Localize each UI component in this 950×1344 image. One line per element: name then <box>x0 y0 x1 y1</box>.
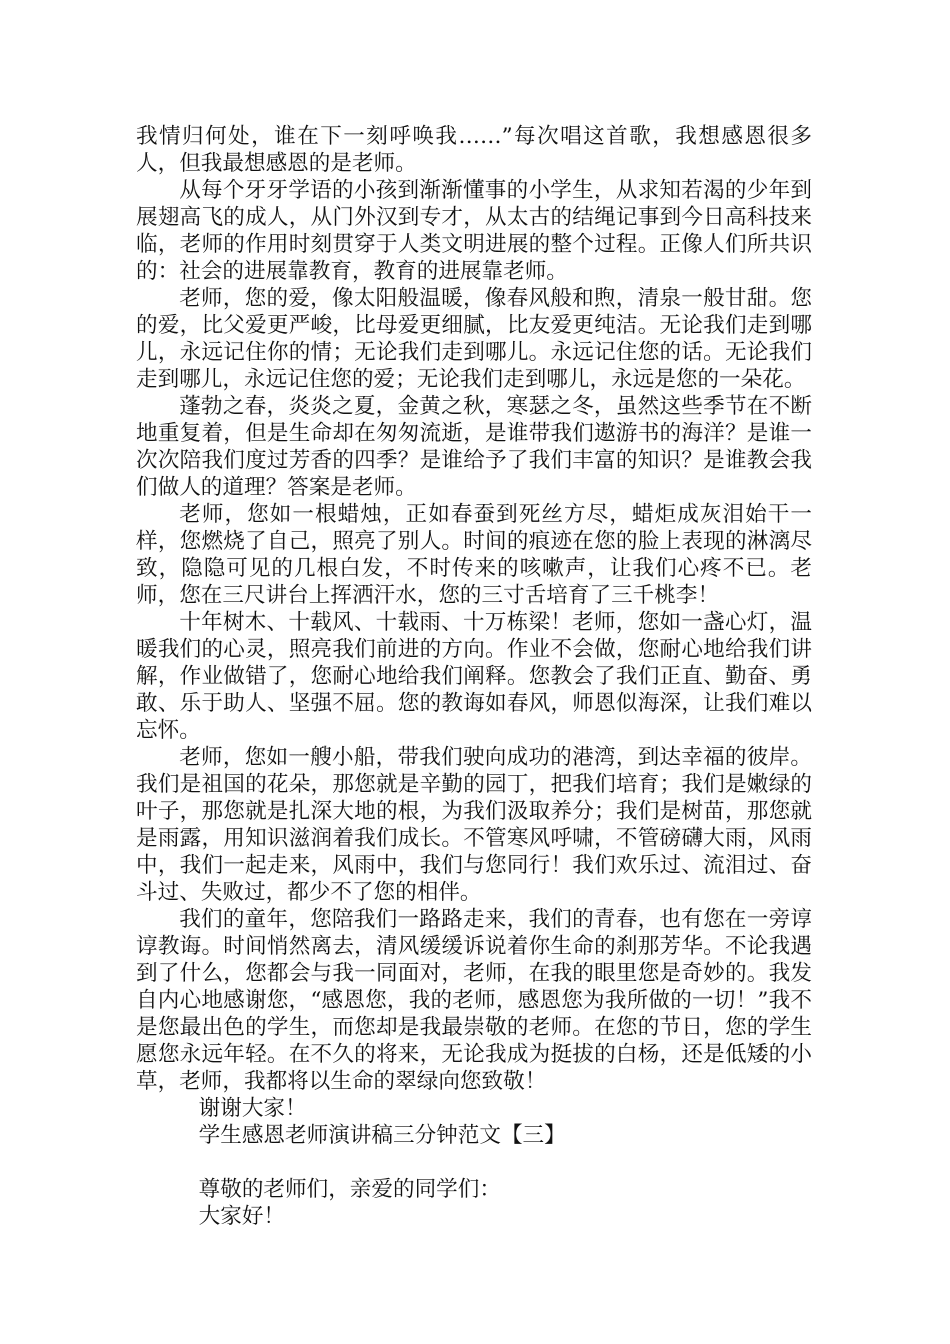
blank-line <box>136 1149 812 1176</box>
paragraph-4: 蓬勃之春，炎炎之夏，金黄之秋，寒瑟之冬，虽然这些季节在不断地重复着，但是生命却在匆匆流逝，是谁带我们遨游书的海洋？是谁一次次陪我们度过芳香的四季？是谁给予了我们丰富的知识？是谁教会我们做人的道理？答案是老师。 <box>136 394 812 500</box>
paragraph-3: 老师，您的爱，像太阳般温暖，像春风般和煦，清泉一般甘甜。您的爱，比父爱更严峻，比母爱更细腻，比友爱更纯洁。无论我们走到哪儿，永远记住你的情；无论我们走到哪儿。永远记住您的话。无论我们走到哪儿，永远记住您的爱；无论我们走到哪儿，永远是您的一朵花。 <box>136 286 812 392</box>
section-title: 学生感恩老师演讲稿三分钟范文【三】 <box>198 1123 566 1148</box>
paragraph-2: 从每个牙牙学语的小孩到渐渐懂事的小学生，从求知若渴的少年到展翅高飞的成人，从门外汉到专才，从太古的结绳记事到今日高科技来临，老师的作用时刻贯穿于人类文明进展的整个过程。正像人们所共识的：社会的进展靠教育，教育的进展靠老师。 <box>136 178 812 284</box>
salutation-line: 尊敬的老师们，亲爱的同学们： <box>198 1177 501 1202</box>
paragraph-8: 我们的童年，您陪我们一路路走来，我们的青春，也有您在一旁谆谆教诲。时间悄然离去，清风缓缓诉说着你生命的刹那芳华。不论我遇到了什么，您都会与我一同面对，老师，在我的眼里您是奇妙的。我发自内心地感谢您，“感恩您，我的老师，感恩您为我所做的一切！”我不是您最出色的学生，而您却是我最崇敬的老师。在您的节日，您的学生愿您永远年轻。在不久的将来，无论我成为挺拔的白杨，还是低矮的小草，老师，我都将以生命的翠绿向您致敬！ <box>136 907 812 1094</box>
greeting-line: 大家好！ <box>198 1204 286 1229</box>
paragraph-5: 老师，您如一根蜡烛，正如春蚕到死丝方尽，蜡炬成灰泪始干一样，您燃烧了自己，照亮了别人。时间的痕迹在您的脸上表现的淋漓尽致，隐隐可见的几根白发，不时传来的咳嗽声，让我们心疼不已。老师，您在三尺讲台上挥洒汗水，您的三寸舌培育了三千桃李！ <box>136 502 812 608</box>
paragraph-1: 我情归何处，谁在下一刻呼唤我……”每次唱这首歌，我想感恩很多人，但我最想感恩的是老师。 <box>136 124 812 176</box>
thanks-line: 谢谢大家！ <box>198 1096 307 1121</box>
paragraph-7: 老师，您如一艘小船，带我们驶向成功的港湾，到达幸福的彼岸。我们是祖国的花朵，那您就是辛勤的园丁，把我们培育；我们是嫩绿的叶子，那您就是扎深大地的根，为我们汲取养分；我们是树苗，那您就是雨露，用知识滋润着我们成长。不管寒风呼啸，不管磅礴大雨，风雨中，我们一起走来，风雨中，我们与您同行！我们欢乐过、流泪过、奋斗过、失败过，都少不了您的相伴。 <box>136 745 812 905</box>
document-body <box>136 123 812 1230</box>
paragraph-6: 十年树木、十载风、十载雨、十万栋梁！老师，您如一盏心灯，温暖我们的心灵，照亮我们前进的方向。作业不会做，您耐心地给我们讲解，作业做错了，您耐心地给我们阐释。您教会了我们正直、勤奋、勇敢、乐于助人、坚强不屈。您的教诲如春风，师恩似海深，让我们难以忘怀。 <box>136 610 812 743</box>
